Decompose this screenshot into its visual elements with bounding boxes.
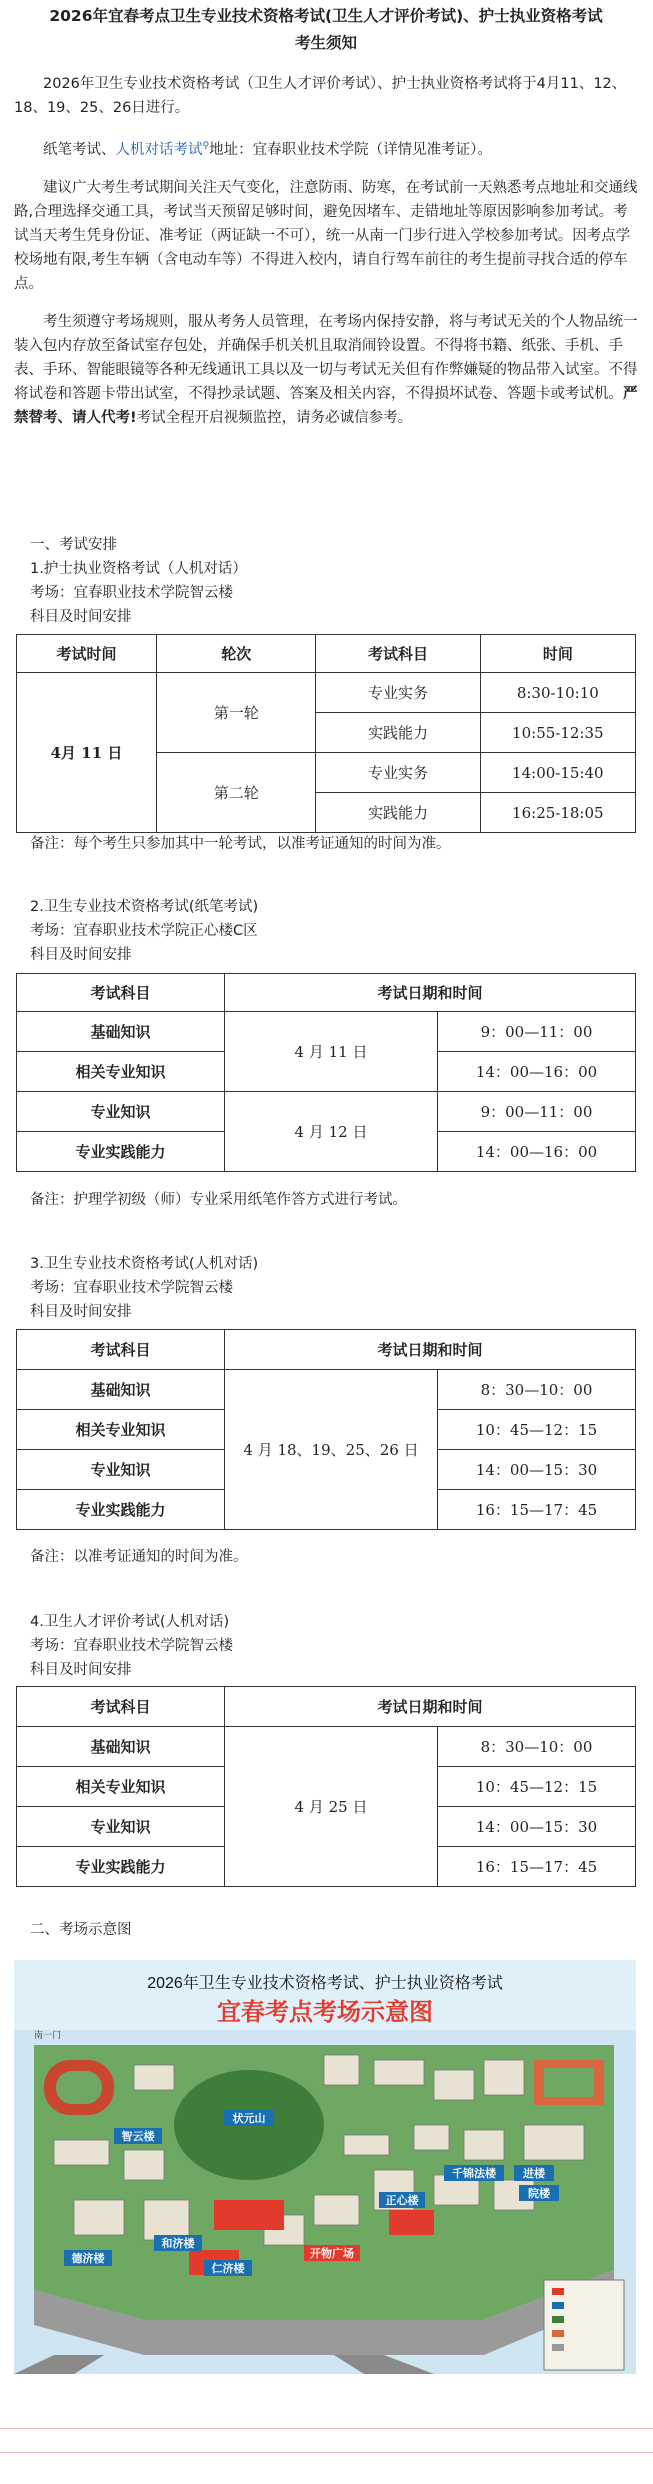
campus-map: [14, 1960, 636, 2374]
table-cell: 14：00—16：00: [438, 1052, 636, 1092]
map-label-zhengxin: 正心楼: [385, 2195, 419, 2207]
table-header: 考试科目: [17, 974, 225, 1012]
map-label-hill: 状元山: [232, 2113, 266, 2125]
table-cell: 相关专业知识: [17, 1052, 225, 1092]
map-label-south-gate: 南一门: [34, 2030, 62, 2040]
table-cell: 9：00—11：00: [438, 1092, 636, 1132]
exam3-note: 备注：以准考证通知的时间为准。: [30, 1549, 248, 1565]
page-title: [6, 3, 646, 57]
table-cell: 14：00—15：30: [438, 1450, 636, 1490]
map-label-jin: 进楼: [523, 2168, 545, 2180]
exam3-title: 3.卫生专业技术资格考试(人机对话): [30, 1256, 259, 1272]
table-cell: 10:55-12:35: [480, 713, 635, 753]
footer-divider: [0, 2452, 653, 2453]
table-cell: 14：00—15：30: [438, 1807, 636, 1847]
table-cell: 8：30—10：00: [438, 1727, 636, 1767]
exam4-title: 4.卫生人才评价考试(人机对话): [30, 1614, 230, 1630]
exam2-title: 2.卫生专业技术资格考试(纸笔考试): [30, 899, 259, 915]
exam1-title: 1.护士执业资格考试（人机对话）: [30, 561, 247, 577]
table-header: 轮次: [157, 635, 316, 673]
exam4-table: [16, 1686, 636, 1887]
p4-warning: 严禁替考、请人代考!: [14, 385, 638, 426]
table-cell: 10：45—12：15: [438, 1767, 636, 1807]
table-cell: 16：15—17：45: [438, 1490, 636, 1530]
intro-paragraph-4: [0, 310, 653, 430]
p4-end: 考试全程开启视频监控，请务必诚信参考。: [136, 409, 413, 426]
exam2-sub: 科目及时间安排: [30, 947, 132, 963]
table-cell: 实践能力: [316, 713, 480, 753]
map-label-zhiyun: 智云楼: [121, 2131, 155, 2143]
table-cell: 16:25-18:05: [480, 793, 635, 833]
exam4-venue: 考场：宜春职业技术学院智云楼: [30, 1638, 233, 1654]
map-label-yuan: 院楼: [528, 2188, 550, 2200]
section-1-heading: 一、考试安排: [30, 537, 117, 553]
exam3-venue: 考场：宜春职业技术学院智云楼: [30, 1280, 233, 1296]
table-cell: 专业实务: [316, 673, 480, 713]
table-header: 考试日期和时间: [225, 974, 636, 1012]
map-label-heji: 和济楼: [161, 2238, 195, 2250]
map-label-qianjin: 千锦法楼: [452, 2168, 496, 2180]
table-cell: 14：00—16：00: [438, 1132, 636, 1172]
table-header: 考试科目: [316, 635, 480, 673]
exam2-table: [16, 973, 636, 1172]
exam3-table: [16, 1329, 636, 1530]
table-header: 考试日期和时间: [225, 1687, 636, 1727]
table-cell: 相关专业知识: [17, 1767, 225, 1807]
table-header: 考试科目: [17, 1330, 225, 1370]
table-cell: 专业知识: [17, 1450, 225, 1490]
exam1-venue: 考场：宜春职业技术学院智云楼: [30, 585, 233, 601]
table-cell: 专业实践能力: [17, 1490, 225, 1530]
title-line-2: 考生须知: [294, 34, 357, 52]
table-cell: 专业实践能力: [17, 1132, 225, 1172]
exam1-note: 备注：每个考生只参加其中一轮考试，以准考证通知的时间为准。: [30, 836, 451, 852]
table-cell: 4 月 11 日: [225, 1012, 438, 1092]
p4-main: 考生须遵守考场规则，服从考务人员管理，在考场内保持安静，将与考试无关的个人物品统一装入包内存放至备试室存包处，并确保手机关机且取消闹铃设置。不得将书籍、纸张、手机、手表、手环、智能眼镜等各种无线通讯工具以及一切与考试无关但有作弊嫌疑的物品带入试室。不得将试卷和答题卡带出试室，不得抄录试题、答案及相关内容，不得损坏试卷、答题卡或考试机。: [14, 313, 638, 402]
table-cell: 基础知识: [17, 1727, 225, 1767]
table-cell: 基础知识: [17, 1012, 225, 1052]
exam3-sub: 科目及时间安排: [30, 1304, 132, 1320]
table-cell: 实践能力: [316, 793, 480, 833]
exam2-venue: 考场：宜春职业技术学院正心楼C区: [30, 923, 258, 939]
title-line-1: 2026年宜春考点卫生专业技术资格考试(卫生人才评价考试)、护士执业资格考试: [49, 7, 603, 25]
table-header: 时间: [480, 635, 635, 673]
table-cell: 8:30-10:10: [480, 673, 635, 713]
intro-paragraph-3: 建议广大考生考试期间关注天气变化，注意防雨、防寒，在考试前一天熟悉考点地址和交通线路,合理选择交通工具，考试当天预留足够时间，避免因堵车、走错地址等原因影响参加考试。考试当天考生凭身份证、准考证（两证缺一不可），统一从南一门步行进入学校参加考试。因考点学校场地有限,考生车辆（含电动车等）不得进入校内，请自行驾车前往的考生提前寻找合适的停车点。: [14, 179, 638, 292]
intro-paragraph-1: 2026年卫生专业技术资格考试（卫生人才评价考试）、护士执业资格考试将于4月11、12、18、19、25、26日进行。: [14, 76, 627, 116]
table-cell: 8：30—10：00: [438, 1370, 636, 1410]
exam4-sub: 科目及时间安排: [30, 1662, 132, 1678]
exam1-table: [16, 634, 636, 833]
table-header: 考试日期和时间: [225, 1330, 636, 1370]
map-subtitle: 宜春考点考场示意图: [217, 1999, 433, 2026]
map-label-square: 开物广场: [310, 2248, 354, 2260]
table-header: 考试时间: [17, 635, 157, 673]
table-cell: 16：15—17：45: [438, 1847, 636, 1887]
table-header: 考试科目: [17, 1687, 225, 1727]
table-cell: 基础知识: [17, 1370, 225, 1410]
table-cell: 4 月 25 日: [225, 1727, 438, 1887]
table-cell: 4 月 12 日: [225, 1092, 438, 1172]
map-label-renji: 仁济楼: [211, 2263, 245, 2275]
section-2-heading: 二、考场示意图: [30, 1922, 132, 1938]
exam1-sub: 科目及时间安排: [30, 609, 132, 625]
table-cell: 专业实践能力: [17, 1847, 225, 1887]
exam1-date: 4月 11 日: [17, 673, 157, 833]
table-cell: 4 月 18、19、25、26 日: [225, 1370, 438, 1530]
table-cell: 专业知识: [17, 1092, 225, 1132]
exam1-round-2: 第二轮: [157, 753, 316, 833]
map-title: 2026年卫生专业技术资格考试、护士执业资格考试: [147, 1975, 503, 1992]
exam1-round-1: 第一轮: [157, 673, 316, 753]
table-cell: 14:00-15:40: [480, 753, 635, 793]
table-cell: 10：45—12：15: [438, 1410, 636, 1450]
footer-divider: [0, 2428, 653, 2429]
table-cell: 专业知识: [17, 1807, 225, 1847]
intro-paragraph-2: [0, 134, 653, 162]
table-cell: 相关专业知识: [17, 1410, 225, 1450]
search-icon[interactable]: ⚲: [202, 141, 210, 151]
p2-post: 地址：宜春职业技术学院（详情见准考证）。: [209, 141, 492, 158]
p2-pre: 纸笔考试、: [43, 141, 116, 158]
map-label-deji: 德济楼: [71, 2253, 105, 2265]
table-cell: 专业实务: [316, 753, 480, 793]
table-cell: 9：00—11：00: [438, 1012, 636, 1052]
human-computer-exam-link[interactable]: 人机对话考试: [115, 141, 203, 158]
exam2-note: 备注：护理学初级（师）专业采用纸笔作答方式进行考试。: [30, 1192, 407, 1208]
